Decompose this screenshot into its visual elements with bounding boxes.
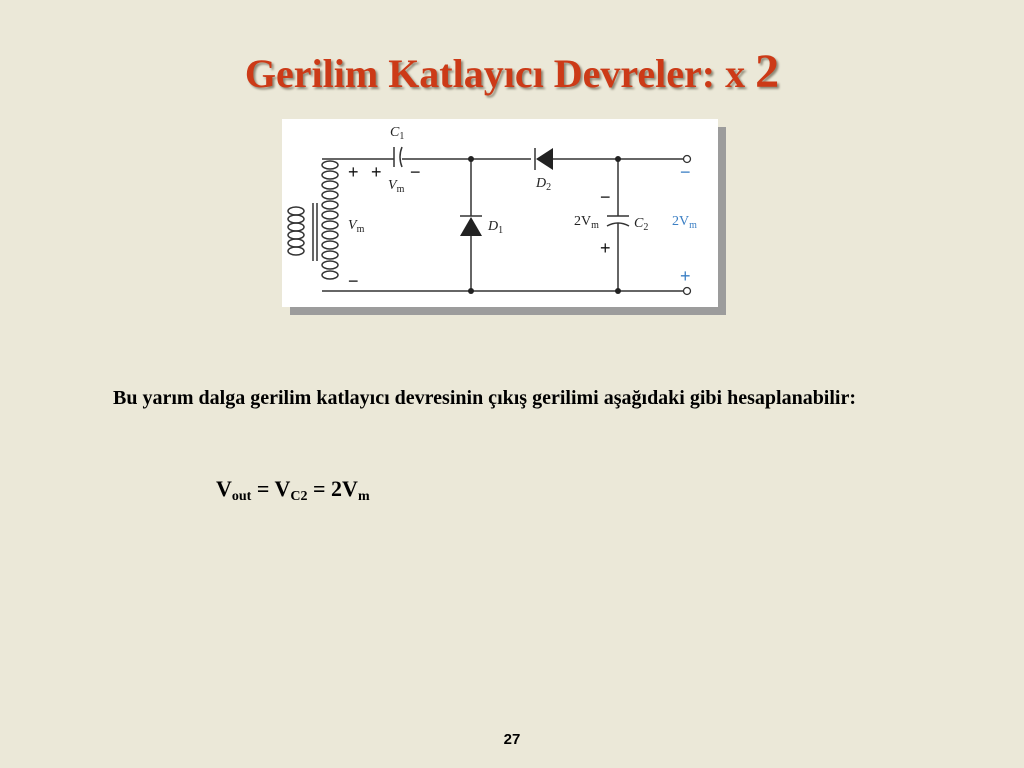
d2-label: $D_2$ — [536, 176, 552, 193]
slide-title — [0, 44, 1024, 99]
plus-sign: + — [348, 162, 359, 182]
c1-label: $C_1$ — [390, 125, 405, 142]
page-number: 27 — [503, 731, 521, 748]
c2-voltage-label: $2V_m$ — [574, 214, 599, 231]
vm-left-label: $V_m$ — [348, 218, 365, 235]
transformer-primary-coil — [288, 207, 304, 255]
d1-label: $D_1$ — [488, 219, 504, 236]
circuit-svg — [282, 119, 718, 307]
description-paragraph: Bu yarım dalga gerilim katlayıcı devresinin çıkış gerilimi aşağıdaki gibi hesaplanabilir: — [113, 387, 857, 409]
output-minus-sign: − — [680, 162, 691, 182]
d1-diode-triangle — [460, 217, 482, 236]
output-voltage-label: $2V_m$ — [672, 214, 697, 231]
plus-sign: + — [371, 162, 382, 182]
vm-top-label: $V_m$ — [388, 178, 405, 195]
c2-label: $C_2$ — [634, 216, 649, 233]
junction-dot — [615, 288, 621, 294]
plus-sign: + — [600, 238, 611, 258]
minus-sign: − — [600, 187, 611, 207]
c1-plate-right — [400, 147, 402, 167]
output-plus-sign: + — [680, 266, 691, 286]
output-voltage-formula: $V_{out} = V_{C2} = 2V_m$ — [216, 476, 370, 504]
title-number: 2 — [755, 45, 780, 98]
minus-sign: − — [348, 271, 359, 291]
minus-sign: − — [410, 162, 421, 182]
junction-dot — [615, 156, 621, 162]
junction-dot — [468, 156, 474, 162]
transformer-secondary-coil — [322, 161, 338, 279]
title-text: Gerilim Katlayıcı Devreler: x — [244, 51, 746, 96]
junction-dot — [468, 288, 474, 294]
d2-diode-triangle — [536, 148, 553, 170]
circuit-diagram — [282, 119, 718, 307]
output-terminal-bottom — [684, 288, 691, 295]
